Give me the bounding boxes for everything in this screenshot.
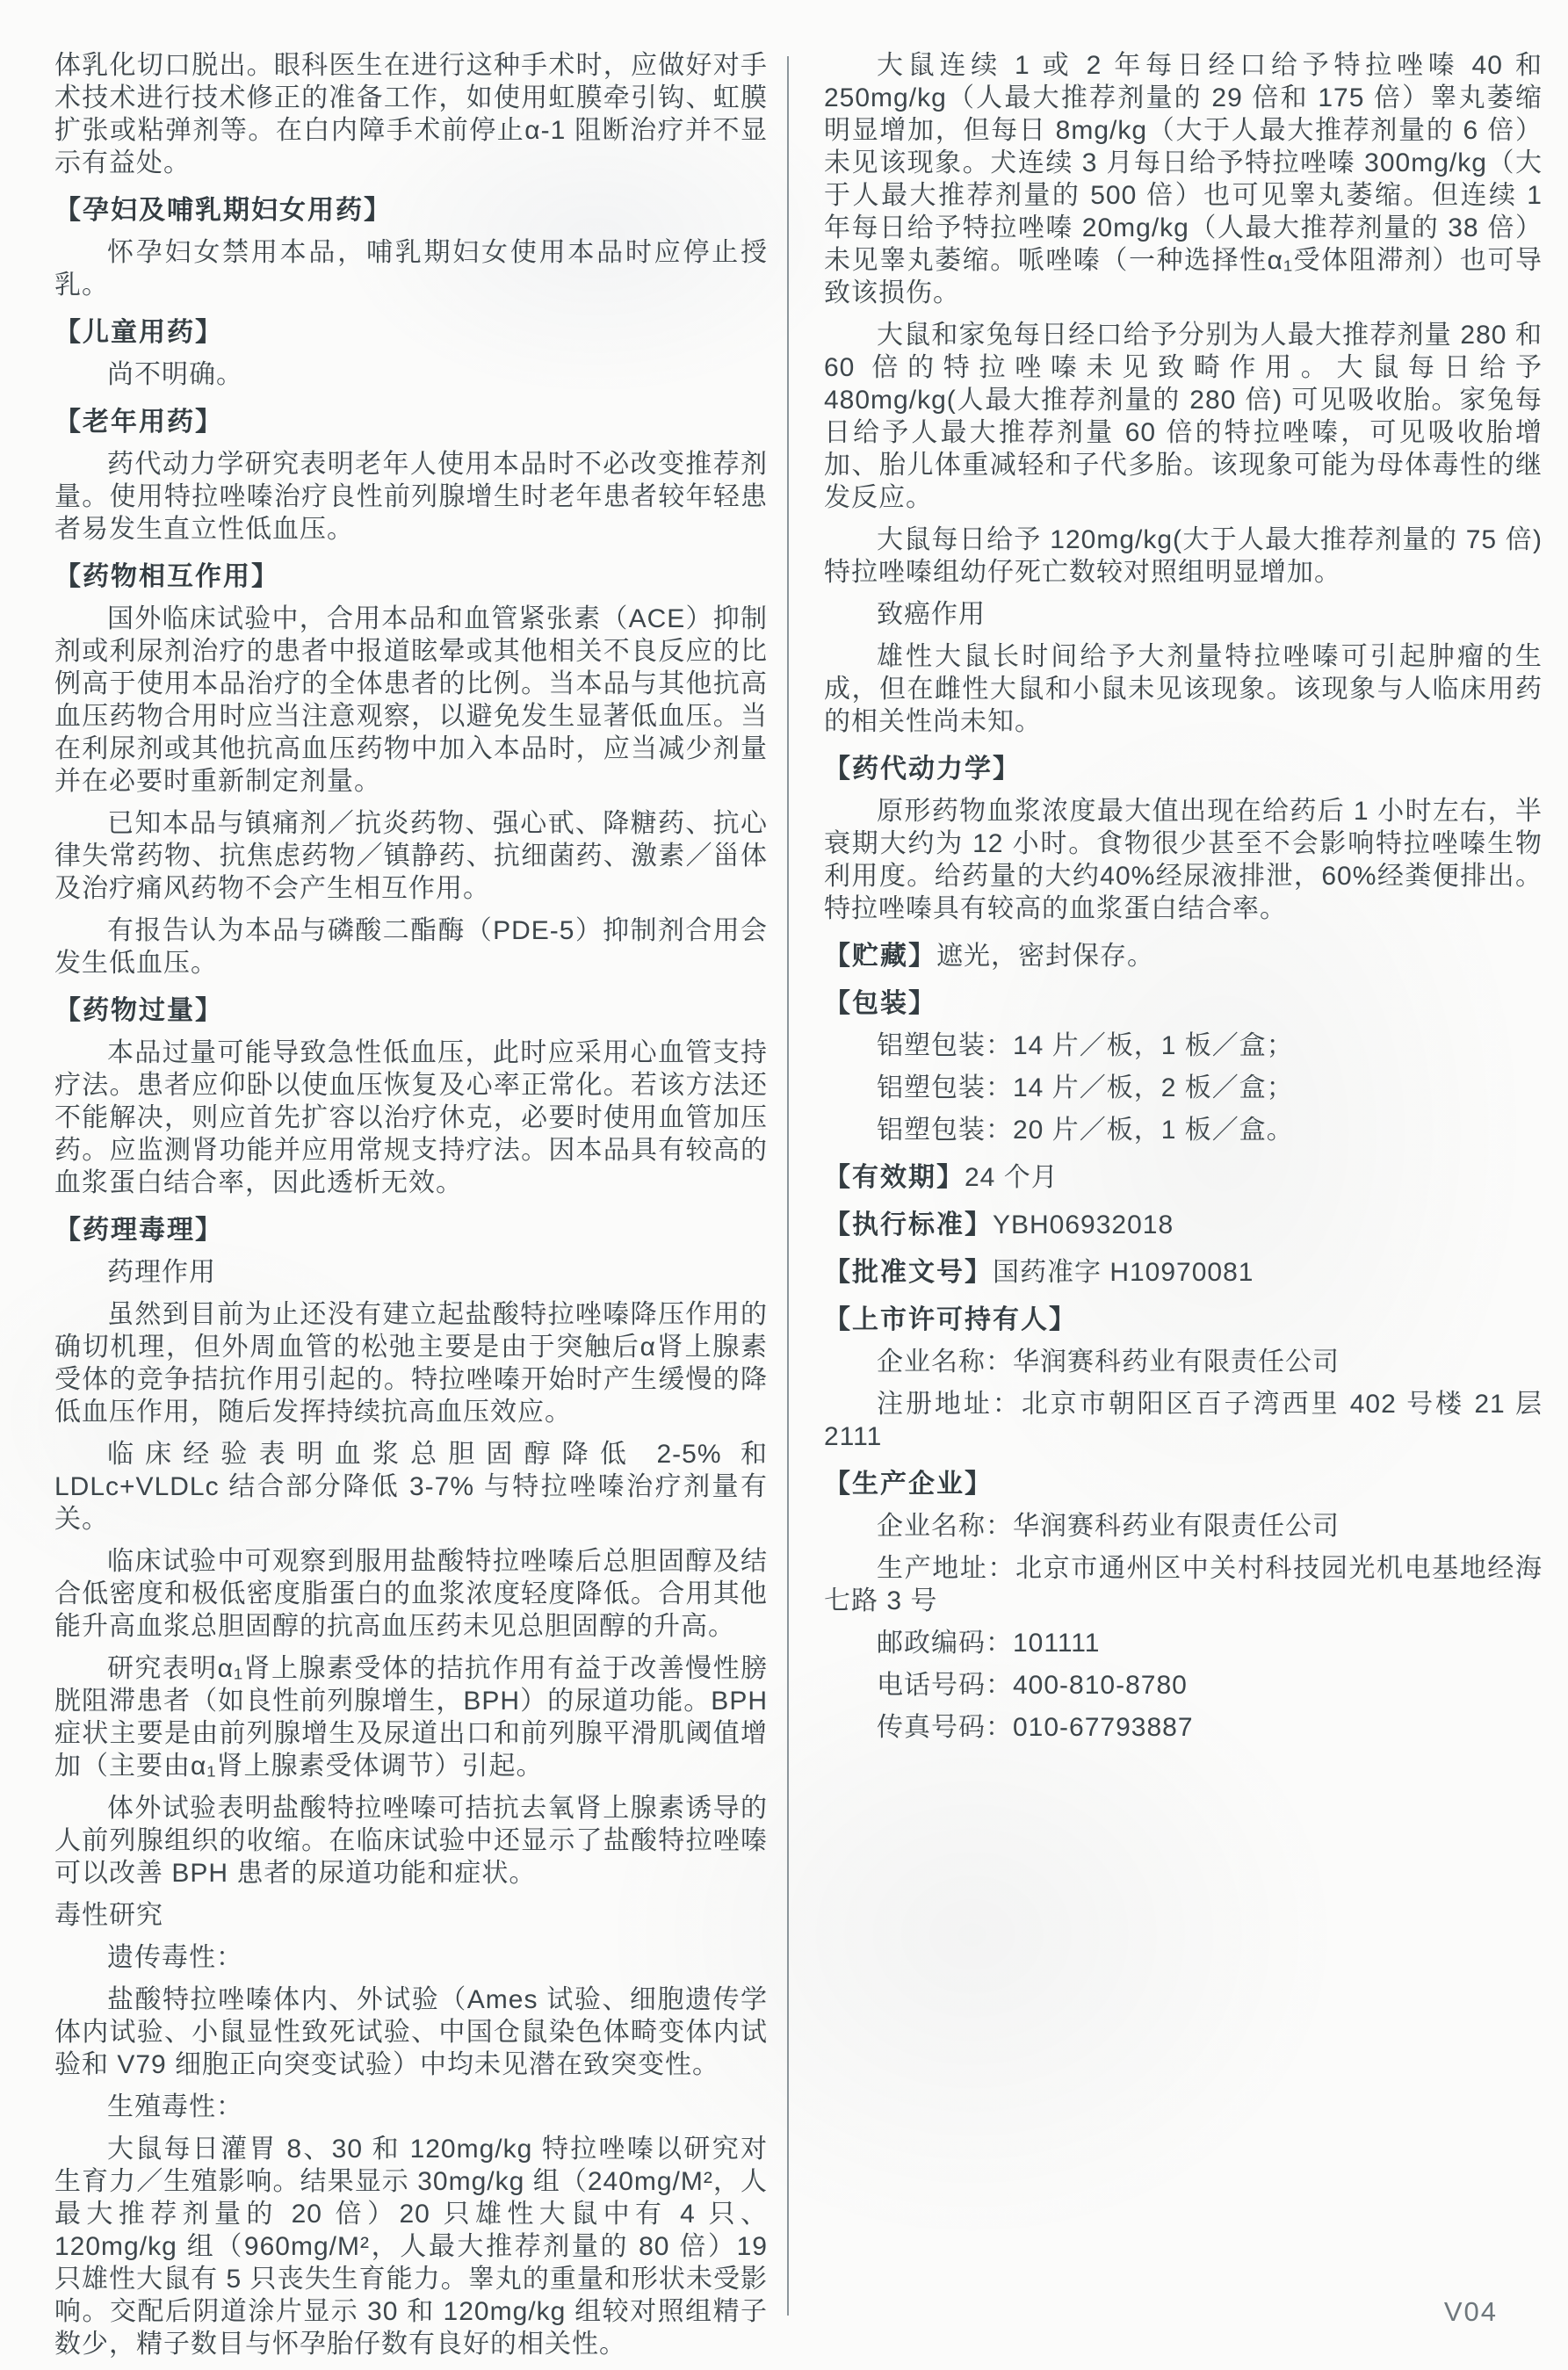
paragraph: 药理作用 [107,1258,216,1287]
paragraph: 雄性大鼠长时间给予大剂量特拉唑嗪可引起肿瘤的生成，但在雌性大鼠和小鼠未见该现象。该现象与人临床用药的相关性尚未知。 [824,642,1543,736]
section-heading-inline: 【执行标准】 [824,1210,993,1239]
paragraph: 企业名称：华润赛科药业有限责任公司 [877,1512,1340,1541]
version-code: V04 [1443,2296,1498,2327]
paragraph: 注册地址：北京市朝阳区百子湾西里 402 号楼 21 层 2111 [824,1390,1543,1451]
section-heading: 【药物过量】 [54,996,223,1025]
section-heading: 【儿童用药】 [54,318,223,347]
paragraph: 体乳化切口脱出。眼科医生在进行这种手术时，应做好对手术技术进行技术修正的准备工作，如使用虹膜牵引钩、虹膜扩张或粘弹剂等。在白内障手术前停止α-1 阻断治疗并不显示有益处。 [54,51,768,177]
paragraph: 临床试验中可观察到服用盐酸特拉唑嗪后总胆固醇及结合低密度和极低密度脂蛋白的血浆浓度轻度降低。合用其他能升高血浆总胆固醇的抗高血压药未见总胆固醇的升高。 [54,1547,768,1641]
paragraph: 毒性研究 [54,1901,163,1930]
paragraph: 虽然到目前为止还没有建立起盐酸特拉唑嗪降压作用的确切机理，但外周血管的松弛主要是由于突触后α肾上腺素受体的竞争拮抗作用引起的。特拉唑嗪开始时产生缓慢的降低血压作用，随后发挥持续抗高血压效应。 [54,1300,768,1427]
paragraph: 致癌作用 [877,600,986,629]
paragraph: 已知本品与镇痛剂／抗炎药物、强心甙、降糖药、抗心律失常药物、抗焦虑药物／镇静药、抗细菌药、激素／甾体及治疗痛风药物不会产生相互作用。 [54,809,768,903]
paragraph: 传真号码：010-67793887 [877,1713,1194,1742]
paragraph: 原形药物血浆浓度最大值出现在给药后 1 小时左右，半衰期大约为 12 小时。食物很少甚至不会影响特拉唑嗪生物利用度。给药量的大约40%经尿液排泄，60%经粪便排出。特拉唑嗪具有较高的血浆蛋白结合率。 [824,797,1543,923]
section-heading-inline: 【贮藏】 [824,942,936,971]
paragraph: 邮政编码：101111 [877,1629,1101,1658]
paragraph: 研究表明α₁肾上腺素受体的拮抗作用有益于改善慢性膀胱阻滞患者（如良性前列腺增生，BPH）的尿道功能。BPH 症状主要是由前列腺增生及尿道出口和前列腺平滑肌阈值增加（主要由α₁肾上腺素受体调节）引起。 [54,1654,768,1781]
paragraph: 有报告认为本品与磷酸二酯酶（PDE-5）抑制剂合用会发生低血压。 [54,916,768,978]
section-heading: 【药物相互作用】 [54,562,279,591]
paragraph [824,1256,1543,1289]
paragraph: 临床经验表明血浆总胆固醇降低 2-5% 和 LDLc+VLDLc 结合部分降低 3-7% 与特拉唑嗪治疗剂量有关。 [54,1440,768,1534]
column-divider-line [787,56,789,2316]
section-value: 遮光，密封保存。 [936,942,1154,971]
paragraph: 怀孕妇女禁用本品，哺乳期妇女使用本品时应停止授乳。 [54,238,768,300]
section-heading: 【药代动力学】 [824,755,1021,784]
paragraph: 体外试验表明盐酸特拉唑嗪可拮抗去氧肾上腺素诱导的人前列腺组织的收缩。在临床试验中还显示了盐酸特拉唑嗪可以改善 BPH 患者的尿道功能和症状。 [54,1794,768,1888]
paragraph [824,1161,1543,1194]
paragraph: 铝塑包装：14 片／板，2 板／盒； [877,1073,1294,1102]
paragraph [824,940,1543,972]
paragraph: 生殖毒性： [107,2092,243,2121]
section-heading: 【生产企业】 [824,1470,993,1499]
paragraph: 国外临床试验中，合用本品和血管紧张素（ACE）抑制剂或利尿剂治疗的患者中报道眩晕或其他相关不良反应的比例高于使用本品治疗的全体患者的比例。当本品与其他抗高血压药物合用时应当注意观察，以避免发生显著低血压。当在利尿剂或其他抗高血压药物中加入本品时，应当减少剂量并在必要时重新制定剂量。 [54,604,768,796]
paragraph: 大鼠每日给予 120mg/kg(大于人最大推荐剂量的 75 倍)特拉唑嗪组幼仔死亡数较对照组明显增加。 [824,525,1543,587]
paragraph: 铝塑包装：20 片／板，1 板／盒。 [877,1116,1294,1145]
paragraph: 大鼠每日灌胃 8、30 和 120mg/kg 特拉唑嗪以研究对生育力／生殖影响。结果显示 30mg/kg 组（240mg/M²，人最大推荐剂量的 20 倍）20 只雄性大鼠中有 4 只、120mg/kg 组（960mg/M²，人最大推荐剂量的 80 倍）19 只雄性大鼠有 5 只丧失生育能力。睾丸的重量和形状未受影响。交配后阴道涂片显示 30 和 120mg/kg 组较对照组精子数少，精子数目与怀孕胎仔数有良好的相关性。 [54,2135,768,2359]
section-heading: 【老年用药】 [54,408,223,437]
paragraph: 尚不明确。 [107,360,243,389]
paragraph: 铝塑包装：14 片／板，1 板／盒； [877,1031,1294,1060]
section-value: 24 个月 [965,1163,1059,1192]
section-value: 国药准字 H10970081 [993,1258,1254,1287]
paragraph: 遗传毒性： [107,1943,243,1972]
section-value: YBH06932018 [993,1210,1174,1239]
section-heading: 【药理毒理】 [54,1216,223,1245]
paragraph [824,1209,1543,1241]
left-text-column [54,49,768,2370]
paragraph: 药代动力学研究表明老年人使用本品时不必改变推荐剂量。使用特拉唑嗪治疗良性前列腺增生时老年患者较年轻患者易发生直立性低血压。 [54,450,768,544]
paragraph: 本品过量可能导致急性低血压，此时应采用心血管支持疗法。患者应仰卧以使血压恢复及心率正常化。若该方法还不能解决，则应首先扩容以治疗休克，必要时使用血管加压药。应监测肾功能并应用常规支持疗法。因本品具有较高的血浆蛋白结合率，因此透析无效。 [54,1038,768,1197]
right-text-column [824,49,1543,1753]
paragraph: 企业名称：华润赛科药业有限责任公司 [877,1348,1340,1376]
section-heading: 【孕妇及哺乳期妇女用药】 [54,196,392,225]
paragraph: 生产地址：北京市通州区中关村科技园光机电基地经海七路 3 号 [824,1554,1543,1615]
section-heading-inline: 【有效期】 [824,1163,965,1192]
section-heading: 【包装】 [824,989,936,1018]
paragraph: 大鼠连续 1 或 2 年每日经口给予特拉唑嗪 40 和 250mg/kg（人最大推荐剂量的 29 倍和 175 倍）睾丸萎缩明显增加，但每日 8mg/kg（大于人最大推荐剂量的 6 倍）未见该现象。犬连续 3 月每日给予特拉唑嗪 300mg/kg（大于人最大推荐剂量的 500 倍）也可见睾丸萎缩。但连续 1 年每日给予特拉唑嗪 20mg/kg（人最大推荐剂量的 38 倍）未见睾丸萎缩。哌唑嗪（一种选择性α₁受体阻滞剂）也可导致该损伤。 [824,51,1543,307]
paragraph: 盐酸特拉唑嗪体内、外试验（Ames 试验、细胞遗传学体内试验、小鼠显性致死试验、中国仓鼠染色体畸变体内试验和 V79 细胞正向突变试验）中均未见潜在致突变性。 [54,1985,768,2079]
paragraph: 电话号码：400-810-8780 [877,1671,1188,1700]
paragraph: 大鼠和家兔每日经口给予分别为人最大推荐剂量 280 和 60 倍的特拉唑嗪未见致畸作用。大鼠每日给予 480mg/kg(人最大推荐剂量的 280 倍) 可见吸收胎。家兔每日给予人最大推荐剂量 60 倍的特拉唑嗪，可见吸收胎增加、胎儿体重减轻和子代多胎。该现象可能为母体毒性的继发反应。 [824,321,1543,512]
section-heading: 【上市许可持有人】 [824,1305,1077,1334]
section-heading-inline: 【批准文号】 [824,1258,993,1287]
